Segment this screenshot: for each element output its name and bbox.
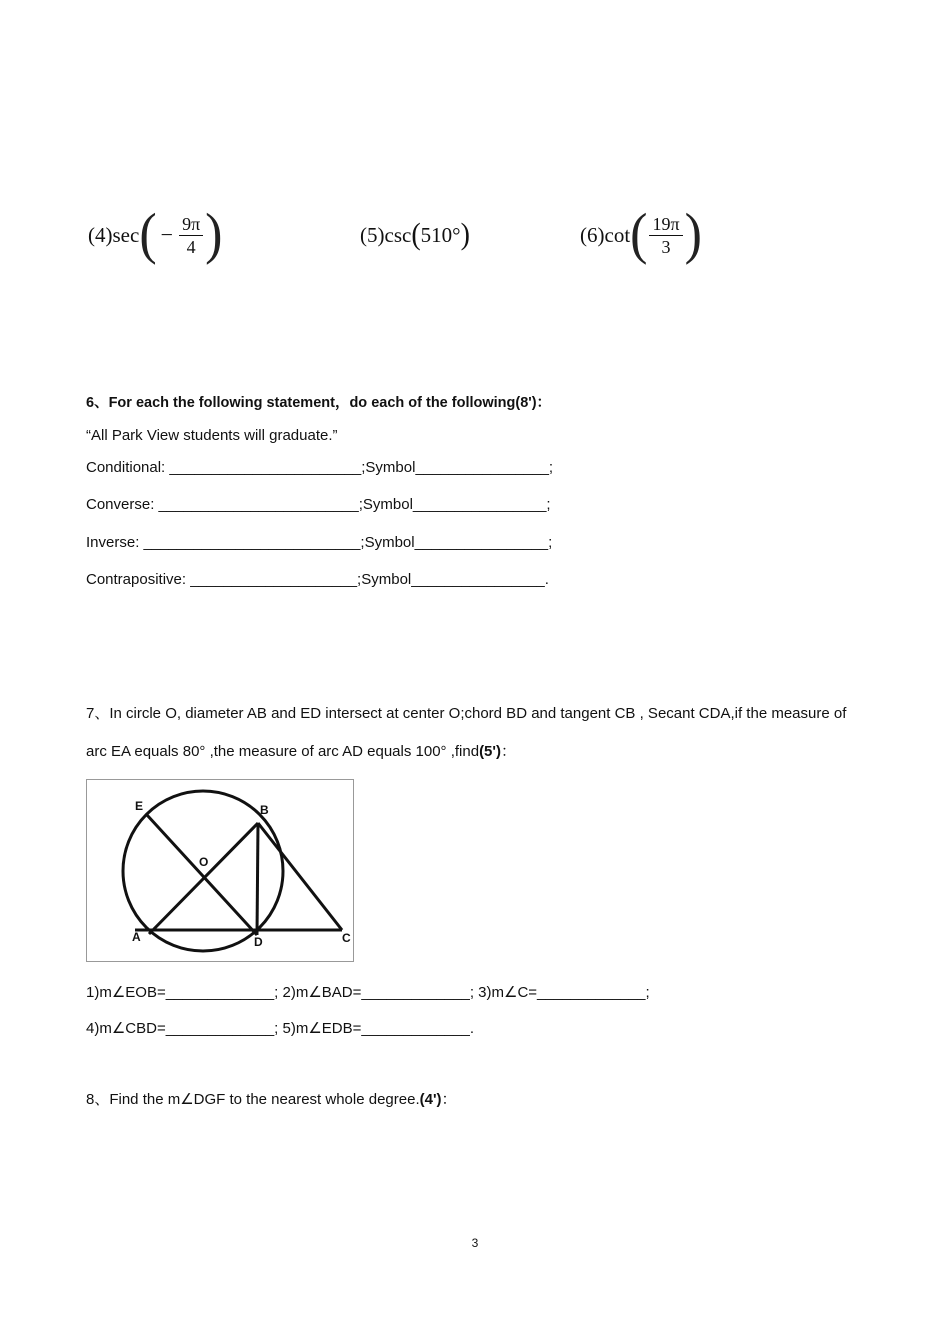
page-number: 3 — [471, 1236, 479, 1250]
q7-answers-row2: 4)m∠CBD=_____________; 5)m∠EDB=_____________. — [86, 1020, 474, 1037]
trig-arg: 510° — [420, 222, 461, 247]
right-paren: ) — [205, 203, 223, 266]
trig-expression-4 — [88, 205, 223, 265]
fraction-numerator: 9π — [179, 214, 203, 236]
q7-line1: 7、In circle O, diameter AB and ED intersect at center O;chord BD and tangent CB , Secant CDA,if the measure of — [86, 705, 847, 722]
q8-line — [86, 1088, 457, 1109]
fraction-denominator: 3 — [661, 236, 671, 257]
q8-points: (4') — [419, 1091, 442, 1108]
q7-line2 — [86, 740, 516, 761]
trig-label: (4) — [88, 222, 113, 247]
right-paren: ) — [460, 217, 470, 252]
trig-expression-5 — [360, 205, 470, 265]
q7-line2-text: arc EA equals 80° ,the measure of arc AD equals 100° ,find — [86, 743, 480, 760]
trig-func: sec — [112, 222, 140, 247]
right-paren: ) — [684, 203, 702, 266]
q7-answers-row1: 1)m∠EOB=_____________; 2)m∠BAD=_____________; 3)m∠C=_____________; — [86, 984, 650, 1001]
q6-converse-line: Converse: ________________________;Symbol________________; — [86, 496, 551, 513]
label-d: D — [254, 935, 263, 949]
left-paren: ( — [411, 217, 421, 252]
trig-label: (6) — [580, 222, 605, 247]
q8-end: ： — [441, 1091, 457, 1108]
diameter-ed — [147, 815, 257, 935]
q6-inverse-line: Inverse: __________________________;Symbol________________; — [86, 534, 553, 551]
q6-heading: 6、For each the following statement，do each of the following(8')： — [86, 395, 552, 411]
q6-quote: “All Park View students will graduate.” — [86, 427, 338, 444]
fraction — [179, 214, 203, 257]
circle-figure — [86, 779, 354, 962]
fraction-denominator: 4 — [186, 236, 196, 257]
minus-sign: − — [160, 222, 174, 247]
trig-label: (5) — [360, 222, 385, 247]
label-b: B — [260, 803, 269, 817]
label-o: O — [199, 855, 209, 869]
trig-func: cot — [604, 222, 631, 247]
fraction — [649, 214, 682, 257]
label-c: C — [342, 931, 351, 945]
q7-line2-end: ： — [500, 743, 516, 760]
q8-text: 8、Find the m∠DGF to the nearest whole degree. — [86, 1091, 420, 1108]
label-e: E — [135, 799, 144, 813]
chord-bd — [257, 823, 258, 935]
left-paren: ( — [630, 203, 648, 266]
trig-func: csc — [384, 222, 412, 247]
fraction-numerator: 19π — [649, 214, 682, 236]
label-a: A — [132, 930, 141, 944]
q6-contrapositive-line: Contrapositive: ____________________;Symbol________________. — [86, 571, 549, 588]
left-paren: ( — [139, 203, 157, 266]
circle-diagram-svg — [87, 780, 353, 961]
q7-points: (5') — [479, 743, 501, 760]
trig-expression-6 — [580, 205, 702, 265]
q6-conditional-line: Conditional: _______________________;Symbol________________; — [86, 459, 554, 476]
